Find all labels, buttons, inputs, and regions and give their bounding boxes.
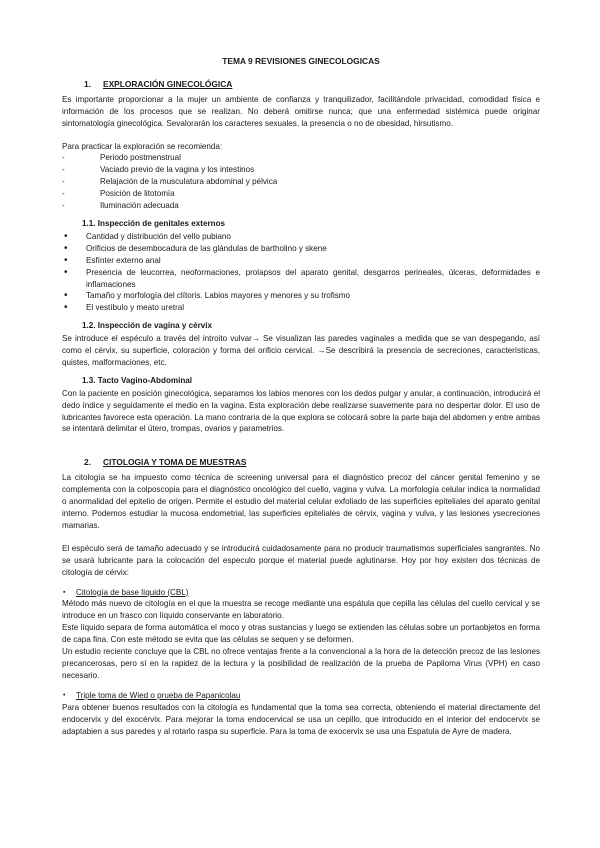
subsection-1-2-heading: 1.2. Inspección de vagina y cérvix <box>82 321 213 331</box>
cbl-para-2: Este líquido separa de forma automática el moco y otras sustancias y luego se extienden las células sobre un portaobjetos en forma de capa fina. Con este método se evita que las células se sequen y se deformen. <box>62 623 540 645</box>
cbl-title: Citología de base líquido (CBL) <box>76 587 189 597</box>
list-item: • Esfínter externo anal <box>62 255 540 267</box>
list-item: - Relajación de la musculatura abdominal y pélvica <box>62 176 540 188</box>
section-1-title: EXPLORACIÓN GINECOLÓGICA <box>103 78 233 89</box>
section-1-heading <box>84 79 540 91</box>
section-1-intro: Es importante proporcionar a la mujer un ambiente de confianza y tranquilizador, facilitándole privacidad, comodidad física e información de los procesos que se realizan. No deberá omitirse nunca; que una enfermedad sistémica puede originar sintomatología ginecológica. Sevalorarán los caracteres sexuales, la presencia o no de obesidad, hirsutismo. <box>62 94 540 128</box>
section-2-heading <box>84 457 540 469</box>
page-title: TEMA 9 REVISIONES GINECOLOGICAS <box>222 56 380 66</box>
list-item: • El vestíbulo y meato uretral <box>62 302 540 314</box>
list-item: - Periodo postmenstrual <box>62 152 540 164</box>
wied-para-1: Para obtener buenos resultados con la citología es fundamental que la toma sea correcta, obteniendo el material directamente del endocervix y del exocérvix. Para mejorar la toma endocervical se usa un cepillo, que introducido en el interior del endocervix se adaptabien a sus paredes y al rotarlo raspa su superficie. Para la toma de exocervix se usa una Espatula de Ayre de madera. <box>62 702 540 736</box>
recommend-intro: Para practicar la exploración se recomienda: <box>62 141 223 151</box>
subsection-1-3-text: Con la paciente en posición ginecológica, separamos los labios menores con los dedos pulgar y anular, a continuación, introducirá el dedo índice y seguidamente el medio en la vagina. Esta exploración debe realizarse suavemente para no despertar dolor. El uso de lubricantes favorece esta operación. La mano contraria de la que explora se colocará sobre la parte baja del abdomen y entre ambas se intentará delimitar el útero, trompas, ovarios y parametrios. <box>62 388 540 434</box>
list-item: • Tamaño y morfología del clítoris. Labios mayores y menores y su trofismo <box>62 290 540 302</box>
subsection-1-1-heading: 1.1. Inspección de genitales externos <box>82 218 226 228</box>
wied-heading <box>62 690 540 702</box>
document-page <box>62 56 540 737</box>
section-2-para-1: La citología se ha impuesto como técnica de screening universal para el diagnóstico precoz del cáncer genital femenino y se complementa con la colposcopia para el diagnóstico oncológico del cuello, vagina y vulva. La morfología celular indica la normalidad o anormalidad del epitelio de origen. Permite el estudio del material celular exfoliado de las superficies epiteliales del aparato genital interno. Podemos estudiar la mucosa endometrial, las superficies epiteliales de cérvix, vagina y vulva, y las lesiones ysecreciones mamarias. <box>62 473 540 530</box>
square-bullet-icon: ▪ <box>63 588 66 596</box>
subsection-1-3-heading: 1.3. Tacto Vagino-Abdominal <box>82 375 193 385</box>
list-item: - Posición de litotomía <box>62 188 540 200</box>
list-item: - Vaciado previo de la vagina y los intestinos <box>62 164 540 176</box>
list-item: • Cantidad y distribución del vello pubiano <box>62 231 540 243</box>
section-2-title: CITOLOGIA Y TOMA DE MUESTRAS <box>103 457 247 468</box>
bullet-icon: • <box>63 691 66 699</box>
external-genitals-list <box>62 231 540 314</box>
list-item: • Presencia de leucorrea, neoformaciones, prolapsos del aparato genital, desgarros perineales, úlceras, deformidades e inflamaciones <box>62 267 540 291</box>
section-1-number: 1. <box>84 78 91 89</box>
subsection-1-2-text: Se introduce el espéculo a través del introito vulvar→ Se visualizan las paredes vaginales a medida que se van despegando, así como el cérvix, su superficie, coloración y forma del orificio cervical. →Se describirá la presencia de secreciones, características, quistes, malformaciones, etc. <box>62 334 540 367</box>
cbl-para-3: Un estudio reciente concluye que la CBL no ofrece ventajas frente a la convencional a la hora de la detección precoz de las lesiones precancerosas, pero sí en la rapidez de la lectura y la posibilidad de realización de la prueba de Papiloma Virus (VPH) en caso necesario. <box>62 647 540 680</box>
section-2-para-2: El espéculo será de tamaño adecuado y se introducirá cuidadosamente para no producir traumatismos superficiales sangrantes. No se usará lubricante para la colocación del especulo porque el material puede aglutinarse. Hoy por hoy existen dos técnicas de citología de cérvix: <box>62 543 540 577</box>
cbl-heading <box>62 587 540 599</box>
cbl-para-1: Método más nuevo de citología en el que la muestra se recoge mediante una espátula que cepilla las células del cuello cervical y se introduce en un frasco con líquido conservante en laboratorio. <box>62 599 540 621</box>
recommend-list <box>62 152 540 212</box>
list-item: - Iluminación adecuada <box>62 200 540 212</box>
list-item: • Orificios de desembocadura de las glándulas de bartholino y skene <box>62 243 540 255</box>
section-2-number: 2. <box>84 457 91 468</box>
wied-title: Triple toma de Wied o prueba de Papanicolau <box>76 690 241 700</box>
